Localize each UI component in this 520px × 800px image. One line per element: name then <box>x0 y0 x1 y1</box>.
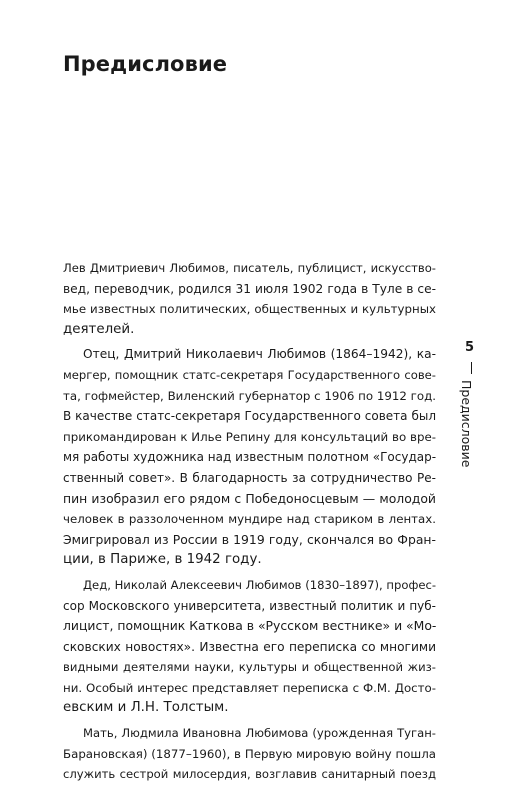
text-line: мергер, помощник статс-секретаря Государственного сове- <box>63 367 436 382</box>
text-line: пин изобразил его рядом с Победоносцевым — молодой <box>63 490 436 506</box>
text-line: ции, в Париже, в 1942 году. <box>63 552 262 568</box>
text-line: вед, переводчик, родился 31 июля 1902 года в Туле в се- <box>63 281 436 296</box>
text-line: Дед, Николай Алексеевич Любимов (1830–1897), профес- <box>83 577 437 592</box>
text-line: Эмигрировал из России в 1919 году, скончался во Фран- <box>63 531 436 547</box>
text-line: лицист, помощник Каткова в «Русском вестнике» и «Мо- <box>63 618 437 634</box>
text-line: сковских новостях». Известна его переписка со многими <box>63 639 436 654</box>
paragraph <box>63 575 436 719</box>
text-line: ни. Особый интерес представляет переписка с Ф.М. Досто- <box>63 680 436 695</box>
text-line: та, гофмейстер, Виленский губернатор с 1906 по 1912 год. <box>63 388 436 403</box>
text-line: деятелей. <box>63 321 135 337</box>
paragraph <box>63 258 436 340</box>
text-line: сор Московского университета, известный политик и пуб- <box>63 598 436 613</box>
page-margin-marker <box>452 336 492 486</box>
text-line: человек в раззолоченном мундире над стариком в лентах. <box>63 512 436 527</box>
text-line: мье известных политических, общественных и культурных <box>63 302 436 317</box>
text-line: мя работы художника над известным полотном «Государ- <box>63 450 437 465</box>
text-line: Мать, Людмила Ивановна Любимова (урожденная Туган- <box>83 726 436 741</box>
body-text <box>63 258 436 785</box>
text-line: евским и Л.Н. Толстым. <box>63 700 229 716</box>
text-line: служить сестрой милосердия, возглавив санитарный поезд <box>63 767 436 782</box>
text-line: Лев Дмитриевич Любимов, писатель, публицист, искусство- <box>63 261 436 275</box>
page-number: 5 <box>465 340 475 355</box>
paragraph <box>63 723 436 785</box>
paragraph <box>63 344 436 571</box>
text-line: прикомандирован к Илье Репину для консультаций во вре- <box>63 429 436 444</box>
text-line: Отец, Дмитрий Николаевич Любимов (1864–1942), ка- <box>83 347 436 362</box>
running-head: Предисловие <box>459 380 474 468</box>
chapter-heading: Предисловие <box>63 52 228 76</box>
text-line: видными деятелями науки, культуры и общественной жиз- <box>63 660 436 675</box>
text-line: Барановская) (1877–1960), в Первую мировую войну пошла <box>63 746 436 761</box>
margin-divider <box>471 362 472 374</box>
text-line: В качестве статс-секретаря Государственного совета был <box>63 409 436 424</box>
text-line: ственный совет». В благодарность за сотрудничество Ре- <box>63 470 436 485</box>
